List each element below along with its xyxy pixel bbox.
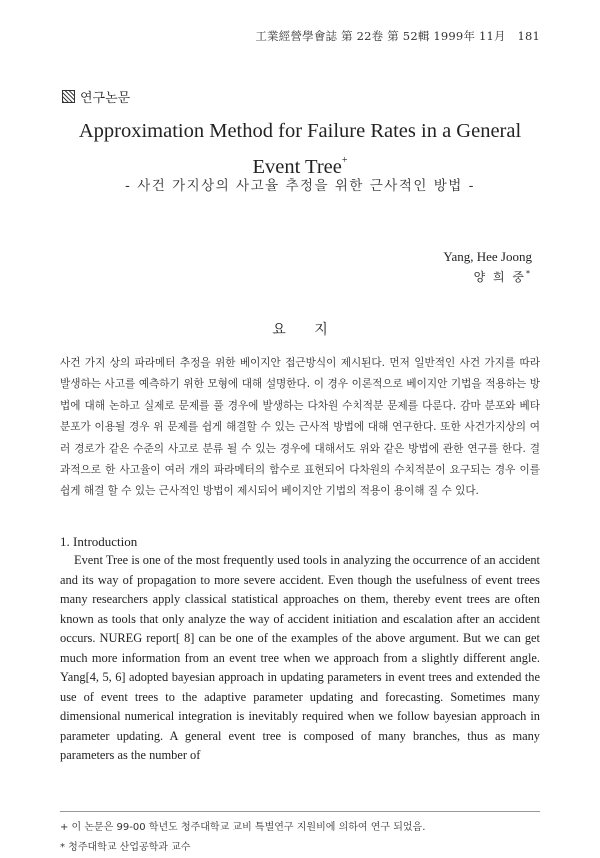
paper-title: [0, 116, 600, 182]
footnote-funding: + 이 논문은 99-00 학년도 청주대학교 교비 특별연구 지원비에 의하여 연구 되었음.: [60, 822, 426, 833]
abstract-heading: 요 지: [272, 322, 328, 338]
introduction-body: Event Tree is one of the most frequently used tools in analyzing the occurrence of an accident and its way of propagation to more severe accident. Even though the usefulness of event trees many researchers apply classical statistical approaches on them, thereby event trees are often known as tools that only analyze the way of accident initiation and escalation after an accident occurs. NUREG report[ 8] can be one of the examples of the above argument. But we can get much more information from an event tree when we approach from a slightly different angle. Yang[4, 5, 6] adopted bayesian approach in updating parameters in event trees and extended the use of event trees to the adaptive parameter updating and forecasting. Sometimes many dimensional numerical integration is inevitably required when we follow bayesian approach in parameter updating. A general event tree is composed of many branches, thus as many parameters as the number of: [60, 553, 540, 762]
footnote-divider: [60, 811, 540, 812]
section-label: [62, 87, 130, 106]
abstract-body: 사건 가지 상의 파라메터 추정을 위한 베이지안 접근방식이 제시된다. 먼저 일반적인 사건 가지를 따라 발생하는 사고를 예측하기 위한 모형에 대해 설명한다. 이 경우 이론적으로 베이지안 기법을 적용하는 방법에 대해 논하고 실제로 문제를 풀 경우에 발생하는 다차원 수치적분 문제를 다룬다. 감마 분포와 베타분포가 이용될 경우 위 문제를 쉽게 해결할 수 있는 근사적 방법에 대해 연구한다. 또한 사건가지상의 여러 경로가 같은 수준의 사고로 분류 될 수 있는 경우에 대해서도 위와 같은 방법에 관한 연구를 한다. 결과적으로 한 사고율이 여러 개의 파라메터의 함수로 표현되어 다차원의 수치적분이 요구되는 경우 이를 쉽게 해결 할 수 있는 근사적인 방법이 제시되어 베이지안 기법의 적용이 용이해 질 수 있다.: [60, 357, 540, 498]
paper-subtitle: - 사건 가지상의 사고율 추정을 위한 근사적인 방법 -: [125, 178, 475, 194]
author-name-ko-text: 양 희 중: [473, 270, 526, 284]
author-name-en: Yang, Hee Joong: [443, 249, 532, 264]
title-footnote-marker: +: [341, 155, 348, 166]
hatched-square-icon: [62, 90, 75, 103]
introduction-heading: 1. Introduction: [60, 534, 138, 549]
title-line-1: Approximation Method for Failure Rates in a General: [78, 120, 522, 142]
author-footnote-marker: *: [526, 269, 532, 278]
footnotes: [60, 818, 540, 858]
author-name-ko: [474, 268, 532, 285]
footnote-affiliation: * 청주대학교 산업공학과 교수: [60, 842, 191, 853]
section-label-text: 연구논문: [80, 91, 131, 106]
running-head: 工業經營學會誌 第 22卷 第 52輯 1999年 11月 181: [255, 29, 540, 43]
title-line-2-text: Event Tree: [252, 156, 342, 178]
